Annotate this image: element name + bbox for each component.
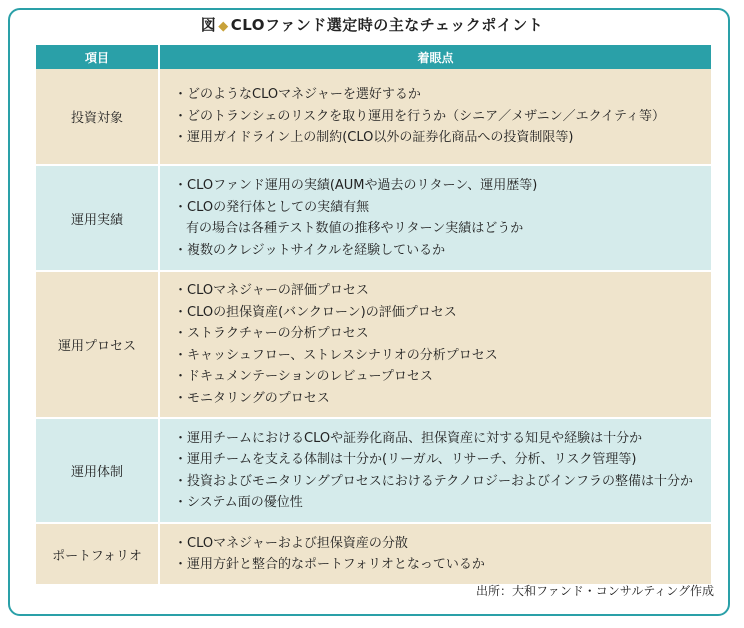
point-text: ・システム面の優位性 — [174, 495, 303, 510]
point-text: ・モニタリングのプロセス — [174, 390, 330, 406]
table-row — [36, 166, 711, 270]
point-text: ・運用方針と整合的なポートフォリオとなっているか — [174, 557, 485, 572]
row-points — [159, 69, 711, 164]
row-item: 運用プロセス — [36, 272, 159, 417]
table-row — [36, 272, 711, 417]
point-text: ・CLOファンド運用の実績(AUMや過去のリターン、運用歴等) — [174, 178, 538, 193]
row-item: ポートフォリオ — [36, 524, 159, 584]
title-text: CLOファンド選定時の主なチェックポイント — [230, 16, 544, 34]
point-text: 有の場合は各種テスト数値の推移やリターン実績はどうか — [186, 221, 524, 236]
row-points — [159, 166, 711, 270]
table-row — [36, 419, 711, 522]
row-points — [159, 272, 711, 417]
point-text: ・ドキュメンテーションのレビュープロセス — [174, 369, 433, 384]
point-text: ・CLOマネジャーの評価プロセス — [174, 283, 369, 298]
point-text: ・どのようなCLOマネジャーを選好するか — [174, 87, 421, 103]
header-points: 着眼点 — [159, 45, 711, 69]
point-text: ・キャッシュフロー、ストレスシナリオの分析プロセス — [174, 347, 498, 363]
point-text: ・CLOマネジャーおよび担保資産の分散 — [174, 535, 408, 551]
point-text: ・ストラクチャーの分析プロセス — [174, 326, 369, 341]
point-text: ・運用チームにおけるCLOや証券化商品、担保資産に対する知見や経験は十分か — [174, 430, 643, 446]
point-text: ・CLOの発行体としての実績有無 — [174, 199, 370, 215]
point-text: ・複数のクレジットサイクルを経験しているか — [174, 242, 446, 258]
row-item: 運用実績 — [36, 166, 159, 270]
source-note: 出所：大和ファンド・コンサルティング作成 — [476, 584, 714, 598]
row-item: 運用体制 — [36, 419, 159, 522]
diamond-icon: ◆ — [218, 19, 229, 34]
point-text: ・投資およびモニタリングプロセスにおけるテクノロジーおよびインフラの整備は十分か — [174, 473, 693, 489]
table-row — [36, 524, 711, 584]
figure-label: 図 — [200, 16, 217, 34]
point-text: ・運用チームを支える体制は十分か(リーガル、リサーチ、分析、リスク管理等) — [174, 452, 637, 467]
row-points — [159, 419, 711, 522]
point-text: ・どのトランシェのリスクを取り運用を行うか（シニア／メザニン／エクイティ等） — [174, 108, 665, 124]
table-row — [36, 69, 711, 164]
point-text: ・運用ガイドライン上の制約(CLO以外の証券化商品への投資制限等) — [174, 130, 574, 146]
table-header-row — [36, 45, 711, 69]
figure-title — [0, 14, 744, 35]
row-item: 投資対象 — [36, 69, 159, 164]
row-points — [159, 524, 711, 584]
checkpoint-table — [36, 45, 711, 584]
point-text: ・CLOの担保資産(バンクローン)の評価プロセス — [174, 304, 457, 320]
header-item: 項目 — [36, 45, 159, 69]
